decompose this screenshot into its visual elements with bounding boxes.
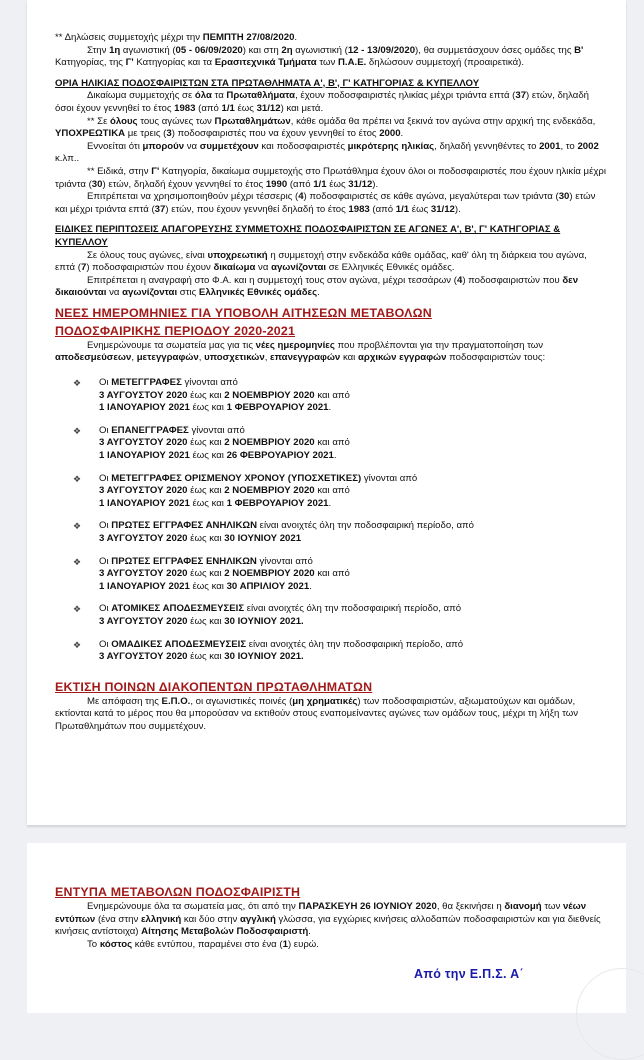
registration-date-item: ❖ Οι ΟΜΑΔΙΚΕΣ ΑΠΟΔΕΣΜΕΥΣΕΙΣ είναι ανοιχτές όλη την ποδοσφαιρική περίοδο, από 3 ΑΥΓΟΥΣΤΟΥ 2020 έως και 30 ΙΟΥΝΙΟΥ 2021.	[73, 638, 464, 663]
main-content	[55, 32, 608, 734]
registration-date-item: ❖ Οι ΠΡΩΤΕΣ ΕΓΓΡΑΦΕΣ ΕΝΗΛΙΚΩΝ γίνονται από 3 ΑΥΓΟΥΣΤΟΥ 2020 έως και 2 ΝΟΕΜΒΡΙΟΥ 2020 και από 1 ΙΑΝΟΥΑΡΙΟΥ 2021 έως και 30 ΑΠΡΙΛΙΟΥ 2021.	[73, 555, 350, 592]
announcement-card-forms	[27, 843, 626, 1013]
age-limits-paragraph: ** Ειδικά, στην Γ' Κατηγορία, δικαίωμα συμμετοχής στο Πρωτάθλημα έχουν όλοι οι ποδοσφαιριστές που έχουν ηλικία μέχρι τριάντα (30) ετών, δηλαδή έχουν γεννηθεί το έτος 1990 (από 1/1 έως 31/12).	[55, 165, 606, 190]
new-dates-heading-line2: ΠΟΔΟΣΦΑΙΡΙΚΗΣ ΠΕΡΙΟΔΟΥ 2020-2021	[55, 323, 296, 338]
intro-deadline: ** Δηλώσεις συμμετοχής μέχρι την ΠΕΜΠΤΗ 27/08/2020.	[55, 32, 298, 43]
registration-date-item: ❖ Οι ΜΕΤΕΓΓΡΑΦΕΣ ΟΡΙΣΜΕΝΟΥ ΧΡΟΝΟΥ (ΥΠΟΣΧΕΤΙΚΕΣ) γίνονται από 3 ΑΥΓΟΥΣΤΟΥ 2020 έως και 2 ΝΟΕΜΒΡΙΟΥ 2020 και από 1 ΙΑΝΟΥΑΡΙΟΥ 2021 έως και 1 ΦΕΒΡΟΥΑΡΙΟΥ 2021.	[73, 472, 418, 509]
diamond-bullet-icon: ❖	[73, 556, 82, 567]
forms-heading: ΕΝΤΥΠΑ ΜΕΤΑΒΟΛΩΝ ΠΟΔΟΣΦΑΙΡΙΣΤΗ	[55, 885, 301, 899]
forms-content	[55, 883, 608, 951]
diamond-bullet-icon: ❖	[73, 521, 82, 532]
age-limits-heading: ΟΡΙΑ ΗΛΙΚΙΑΣ ΠΟΔΟΣΦΑΙΡΙΣΤΩΝ ΣΤΑ ΠΡΩΤΑΘΛΗΜΑΤΑ Α', Β', Γ' ΚΑΤΗΓΟΡΙΑΣ & ΚΥΠΕΛΛΟΥ	[55, 77, 480, 89]
diamond-bullet-icon: ❖	[73, 604, 82, 615]
forms-cost-paragraph: Το κόστος κάθε εντύπου, παραμένει στο ένα (1) ευρώ.	[87, 938, 319, 950]
age-limits-paragraph: Επιτρέπεται να χρησιμοποιηθούν μέχρι τέσσερις (4) ποδοσφαιριστές σε κάθε αγώνα, μεγαλύτεραι των τριάντα (30) ετών και μέχρι τριάντα επτά (37) ετών, που έχουν γεννηθεί δηλαδή το έτος 1983 (από 1/1 έως 31/12).	[55, 191, 596, 215]
age-limits-paragraph: ** Σε όλους τους αγώνες των Πρωταθλημάτων, κάθε ομάδα θα πρέπει να ξεκινά τον αγώνα στην αρχική της ενδεκάδα, ΥΠΟΧΡΕΩΤΙΚΑ με τρεις (3) ποδοσφαιριστές που να έχουν γεννηθεί το έτος 2000.	[55, 115, 596, 140]
prohibition-paragraph: Επιτρέπεται η αναγραφή στο Φ.Α. και η συμμετοχή τους στον αγώνα, μέχρι τεσσάρων (4) ποδοσφαιριστών που δεν δικαιούνται να αγωνίζονται στις Ελληνικές Εθνικές ομάδες.	[55, 274, 579, 299]
new-dates-intro: Ενημερώνουμε τα σωματεία μας για τις νέες ημερομηνίες που προβλέπονται για την πραγματοποίηση των αποδεσμεύσεων, μετεγγραφών, υποσχετικών, επανεγγραφών και αρχικών εγγραφών ποδοσφαιριστών τους:	[55, 339, 546, 364]
registration-date-item: ❖ Οι ΕΠΑΝΕΓΓΡΑΦΕΣ γίνονται από 3 ΑΥΓΟΥΣΤΟΥ 2020 έως και 2 ΝΟΕΜΒΡΙΟΥ 2020 και από 1 ΙΑΝΟΥΑΡΙΟΥ 2021 έως και 26 ΦΕΒΡΟΥΑΡΙΟΥ 2021.	[73, 424, 350, 462]
registration-date-item: ❖ Οι ΑΤΟΜΙΚΕΣ ΑΠΟΔΕΣΜΕΥΣΕΙΣ είναι ανοιχτές όλη την ποδοσφαιρική περίοδο, από 3 ΑΥΓΟΥΣΤΟΥ 2020 έως και 30 ΙΟΥΝΙΟΥ 2021.	[73, 603, 462, 627]
penalties-paragraph: Με απόφαση της Ε.Π.Ο., οι αγωνιστικές ποινές (μη χρηματικές) των ποδοσφαιριστών, αξιωματούχων και ομάδων, εκτίονται κατά το μέρος που θα μπορούσαν να εκτιθούν στους εναπομείναντες αγώνες των ομάδων τους, μέχρι τη λήξη των Πρωταθλημάτων που συμμετέχουν.	[55, 695, 579, 732]
penalties-heading: ΕΚΤΙΣΗ ΠΟΙΝΩΝ ΔΙΑΚΟΠΕΝΤΩΝ ΠΡΩΤΑΘΛΗΜΑΤΩΝ	[55, 679, 373, 694]
diamond-bullet-icon: ❖	[73, 473, 82, 484]
prohibition-heading: ΕΙΔΙΚΕΣ ΠΕΡΙΠΤΩΣΕΙΣ ΑΠΑΓΟΡΕΥΣΗΣ ΣΥΜΜΕΤΟΧΗΣ ΠΟΔΟΣΦΑΙΡΙΣΤΩΝ ΣΕ ΑΓΩΝΕΣ Α', Β', Γ' ΚΑΤΗΓΟΡΙΑΣ & ΚΥΠΕΛΛΟΥ	[55, 224, 561, 248]
forms-paragraph: Ενημερώνουμε όλα τα σωματεία μας, ότι από την ΠΑΡΑΣΚΕΥΗ 26 ΙΟΥΝΙΟΥ 2020, θα ξεκινήσει η διανομή των νέων εντύπων (ένα στην ελληνική και δύο στην αγγλική γλώσσα, για εγχώριες κινήσεις αλλοδαπών ποδοσφαιριστών και για διεθνείς κινήσεις αντίστοιχα) Αίτησης Μεταβολών Ποδοσφαιριστή.	[55, 901, 601, 938]
registration-dates-list	[55, 377, 608, 664]
registration-date-item: ❖ Οι ΠΡΩΤΕΣ ΕΓΓΡΑΦΕΣ ΑΝΗΛΙΚΩΝ είναι ανοιχτές όλη την ποδοσφαιρική περίοδο, από 3 ΑΥΓΟΥΣΤΟΥ 2020 έως και 30 ΙΟΥΝΙΟΥ 2021	[73, 520, 474, 544]
age-limits-paragraph: Εννοείται ότι μπορούν να συμμετέχουν και ποδοσφαιριστές μικρότερης ηλικίας, δηλαδή γεννηθέντες το 2001, το 2002 κ.λπ..	[55, 140, 599, 165]
registration-date-item: ❖ Οι ΜΕΤΕΓΓΡΑΦΕΣ γίνονται από 3 ΑΥΓΟΥΣΤΟΥ 2020 έως και 2 ΝΟΕΜΒΡΙΟΥ 2020 και από 1 ΙΑΝΟΥΑΡΙΟΥ 2021 έως και 1 ΦΕΒΡΟΥΑΡΙΟΥ 2021.	[73, 377, 350, 414]
signature: Από την Ε.Π.Σ. Α΄	[414, 967, 524, 981]
new-dates-heading: ΝΕΕΣ ΗΜΕΡΟΜΗΝΙΕΣ ΓΙΑ ΥΠΟΒΟΛΗ ΑΙΤΗΣΕΩΝ ΜΕΤΑΒΟΛΩΝ	[55, 305, 432, 320]
announcement-card-main	[27, 0, 626, 825]
diamond-bullet-icon: ❖	[73, 425, 82, 436]
intro-matchdays: Στην 1η αγωνιστική (05 - 06/09/2020) και στη 2η αγωνιστική (12 - 13/09/2020), θα συμμετάσχουν όσες ομάδες της Β' Κατηγορίας, της Γ' Κατηγορίας και τα Ερασιτεχνικά Τμήματα των Π.Α.Ε. δηλώσουν συμμετοχή (προαιρετικά).	[55, 44, 584, 69]
diamond-bullet-icon: ❖	[73, 378, 82, 389]
prohibition-paragraph: Σε όλους τους αγώνες, είναι υποχρεωτική η συμμετοχή στην ενδεκάδα κάθε ομάδας, καθ' όλη τη διάρκεια του αγώνα, επτά (7) ποδοσφαιριστών που έχουν δικαίωμα να αγωνίζονται σε Ελληνικές Εθνικές ομάδες.	[55, 249, 587, 274]
diamond-bullet-icon: ❖	[73, 639, 82, 650]
age-limits-paragraph: Δικαίωμα συμμετοχής σε όλα τα Πρωταθλήματα, έχουν ποδοσφαιριστές ηλικίας μέχρι τριάντα επτά (37) ετών, δηλαδή όσοι έχουν γεννηθεί το έτος 1983 (από 1/1 έως 31/12) και μετά.	[55, 90, 590, 114]
